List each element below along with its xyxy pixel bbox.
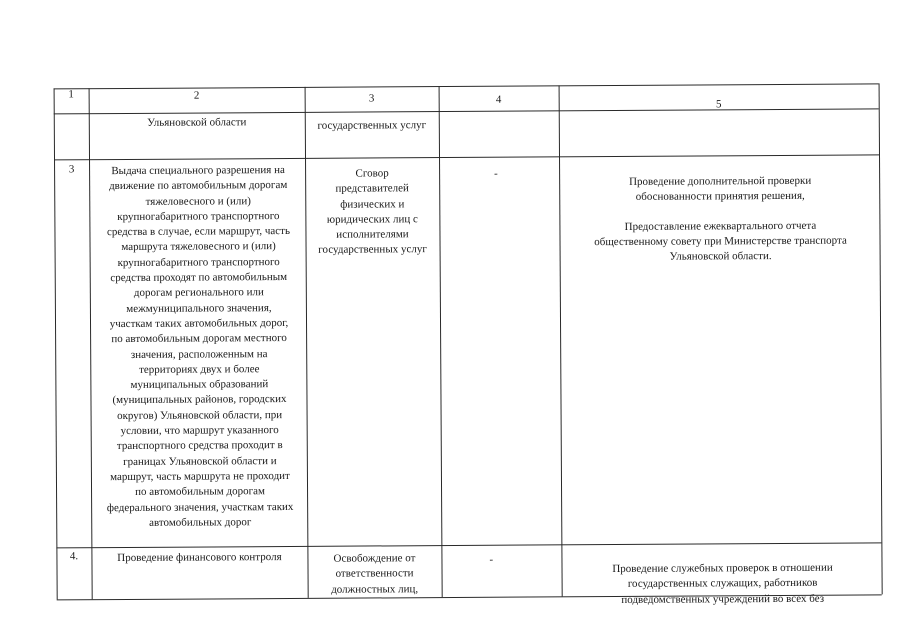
header-col-2: 2 [193, 89, 200, 102]
header-col-1: 1 [68, 88, 74, 101]
text-line: условии, что маршрут указанного [120, 424, 279, 438]
text-line: значения, расположенным на [130, 347, 268, 361]
col-border-4 [559, 85, 563, 596]
text-line: участкам таких автомобильных дорог, [109, 316, 289, 331]
text-line: крупногабаритного транспортного [117, 209, 280, 223]
text-line: должностных лиц, [331, 582, 419, 596]
text-line: Сговор [355, 167, 389, 180]
continuation-col-2: Ульяновской области [147, 116, 247, 129]
text-line: обоснованности принятия решения, [635, 190, 805, 204]
text-line: автомобильных дорог [149, 516, 252, 529]
text-line: Проведение служебных проверок в отношении [612, 561, 833, 576]
text-line: дорогам регионального или [133, 286, 264, 300]
text-line: движение по автомобильным дорогам [109, 179, 288, 193]
row-4-col-3 [307, 551, 441, 598]
text-line: муниципальных образований [130, 378, 269, 392]
row-3-col-5 [561, 173, 880, 265]
row-3-bottom-border [56, 542, 881, 548]
text-line: государственных услуг [318, 243, 427, 257]
row-4-col-2 [91, 550, 307, 567]
text-line: крупногабаритного транспортного [117, 255, 280, 269]
text-line: по автомобильным дорогам местного [111, 332, 287, 346]
table-top-border [54, 83, 879, 89]
text-line: представителей [335, 182, 409, 196]
text-line: по автомобильным дорогам [135, 485, 265, 499]
header-col-5: 5 [715, 98, 722, 111]
text-line: Предоставление ежеквартального отчета [624, 219, 817, 233]
text-line: маршрут, часть маршрута не проходит [110, 469, 290, 484]
text-line: юридических лиц с [326, 213, 418, 226]
text-line: ответственности [335, 567, 414, 581]
row-3-col-2 [91, 163, 307, 531]
continuation-row-border [54, 154, 879, 160]
text-line: Проведение дополнительной проверки [629, 174, 812, 188]
text-line: общественному совету при Министерстве транспорта [594, 234, 847, 249]
text-line: исполнителями [336, 228, 409, 241]
row-4-col-4: - [489, 553, 494, 566]
text-line: (муниципальных районов, городских [112, 393, 287, 407]
text-line: средства в случае, если маршрут, часть [106, 225, 291, 239]
text-line: Ульяновской области. [669, 250, 772, 263]
row-4-number: 4. [69, 550, 79, 563]
text-line: подведомственных учреждений во всех без [621, 592, 825, 606]
text-line: тяжеловесного и (или) [145, 194, 251, 208]
text-line: транспортного средства проходит в [116, 439, 283, 453]
text-line: федерального значения, участкам таких [106, 500, 294, 514]
text-line: Выдача специального разрешения на [111, 164, 285, 178]
text-line: территориях двух и более [139, 363, 260, 376]
text-line: государственных служащих, работников [627, 577, 818, 591]
row-3-number: 3 [68, 163, 75, 176]
text-line: средства проходят по автомобильным [110, 271, 288, 285]
continuation-col-3: государственных услуг [317, 119, 427, 132]
text-line: границах Ульяновской области и [123, 454, 277, 468]
text-line: округов) Ульяновской области, при [117, 408, 283, 422]
text-line: Освобождение от [333, 552, 416, 565]
col-border-3 [439, 86, 443, 597]
header-col-3: 3 [368, 92, 375, 105]
text-line: физических и [340, 197, 405, 211]
row-4-col-5 [563, 560, 881, 608]
text-line: Проведение финансового контроля [117, 551, 282, 565]
row-3-col-4: - [494, 167, 498, 180]
col-border-right [879, 83, 883, 594]
text-line: межмуниципального значения, [126, 301, 272, 315]
header-col-4: 4 [495, 93, 502, 106]
row-3-col-3 [305, 166, 440, 259]
text-line: маршрута тяжеловесного и (или) [121, 240, 276, 254]
